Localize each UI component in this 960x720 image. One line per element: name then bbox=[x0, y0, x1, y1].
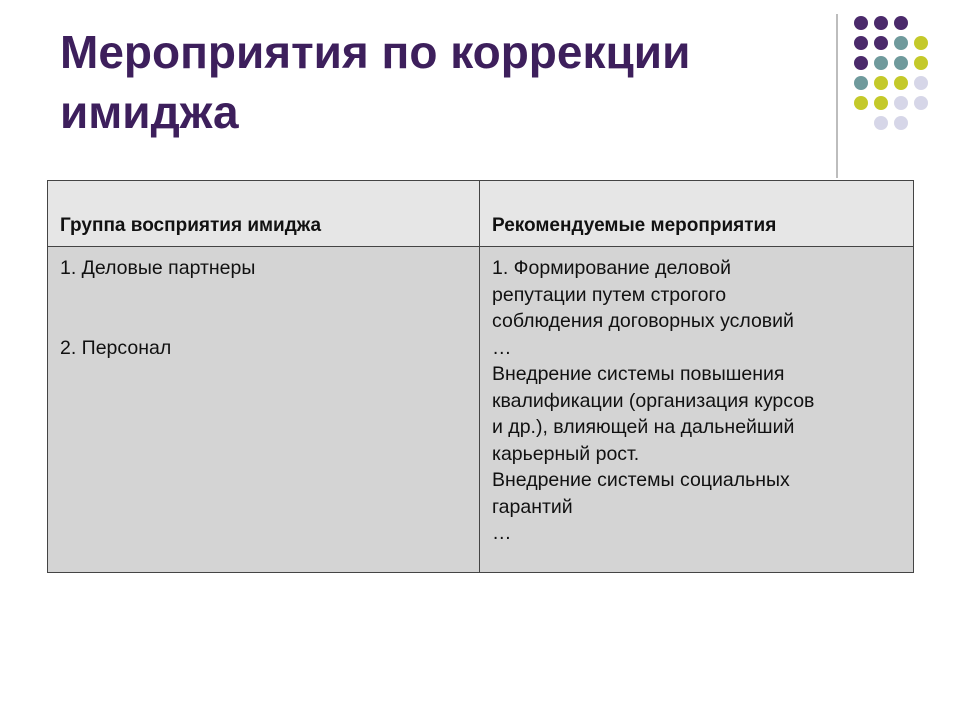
measure-line: карьерный рост. bbox=[492, 442, 640, 465]
decorative-dot bbox=[854, 36, 868, 50]
decorative-dot bbox=[914, 36, 928, 50]
measure-line: Внедрение системы повышения bbox=[492, 363, 785, 385]
table-header-row bbox=[48, 181, 914, 247]
spacer bbox=[60, 308, 467, 335]
group-business-partners: 1. Деловые партнеры bbox=[60, 257, 256, 279]
decorative-dot bbox=[914, 96, 928, 110]
decorative-dot bbox=[914, 56, 928, 70]
measure-line: квалификации (организация курсов bbox=[492, 389, 815, 412]
decorative-dot bbox=[894, 76, 908, 90]
decorative-dot bbox=[874, 96, 888, 110]
spacer bbox=[60, 282, 467, 309]
decorative-dot bbox=[914, 76, 928, 90]
decorative-dot bbox=[894, 36, 908, 50]
recommended-measures-cell bbox=[480, 247, 914, 573]
ellipsis: … bbox=[492, 522, 512, 544]
decorative-dot bbox=[854, 16, 868, 30]
measures-table bbox=[47, 180, 914, 573]
measure-line: Внедрение системы социальных bbox=[492, 469, 790, 491]
decorative-dot bbox=[894, 56, 908, 70]
table-row bbox=[48, 247, 914, 573]
perception-groups-cell bbox=[48, 247, 480, 573]
ellipsis: … bbox=[492, 336, 512, 359]
decorative-dot bbox=[894, 116, 908, 130]
vertical-divider bbox=[836, 14, 838, 178]
group-personnel: 2. Персонал bbox=[60, 336, 172, 359]
decorative-dot bbox=[854, 96, 868, 110]
decorative-dot bbox=[874, 56, 888, 70]
decorative-dot bbox=[874, 116, 888, 130]
decorative-dot bbox=[854, 56, 868, 70]
measure-line: гарантий bbox=[492, 495, 573, 518]
decorative-dot bbox=[854, 76, 868, 90]
decorative-dot bbox=[894, 96, 908, 110]
measure-line: и др.), влияющей на дальнейший bbox=[492, 416, 795, 438]
decorative-dot bbox=[894, 16, 908, 30]
header-perception-group: Группа восприятия имиджа bbox=[48, 181, 480, 247]
decorative-dot bbox=[874, 36, 888, 50]
decorative-dot-grid bbox=[850, 12, 950, 162]
header-recommended-measures: Рекомендуемые мероприятия bbox=[480, 181, 914, 247]
slide-title: Мероприятия по коррекции имиджа bbox=[60, 26, 691, 138]
decorative-dot bbox=[874, 16, 888, 30]
decorative-dot bbox=[874, 76, 888, 90]
measure-line: 1. Формирование деловой bbox=[492, 257, 731, 279]
measure-line: репутации путем строгого bbox=[492, 283, 727, 306]
measure-line: соблюдения договорных условий bbox=[492, 310, 794, 332]
